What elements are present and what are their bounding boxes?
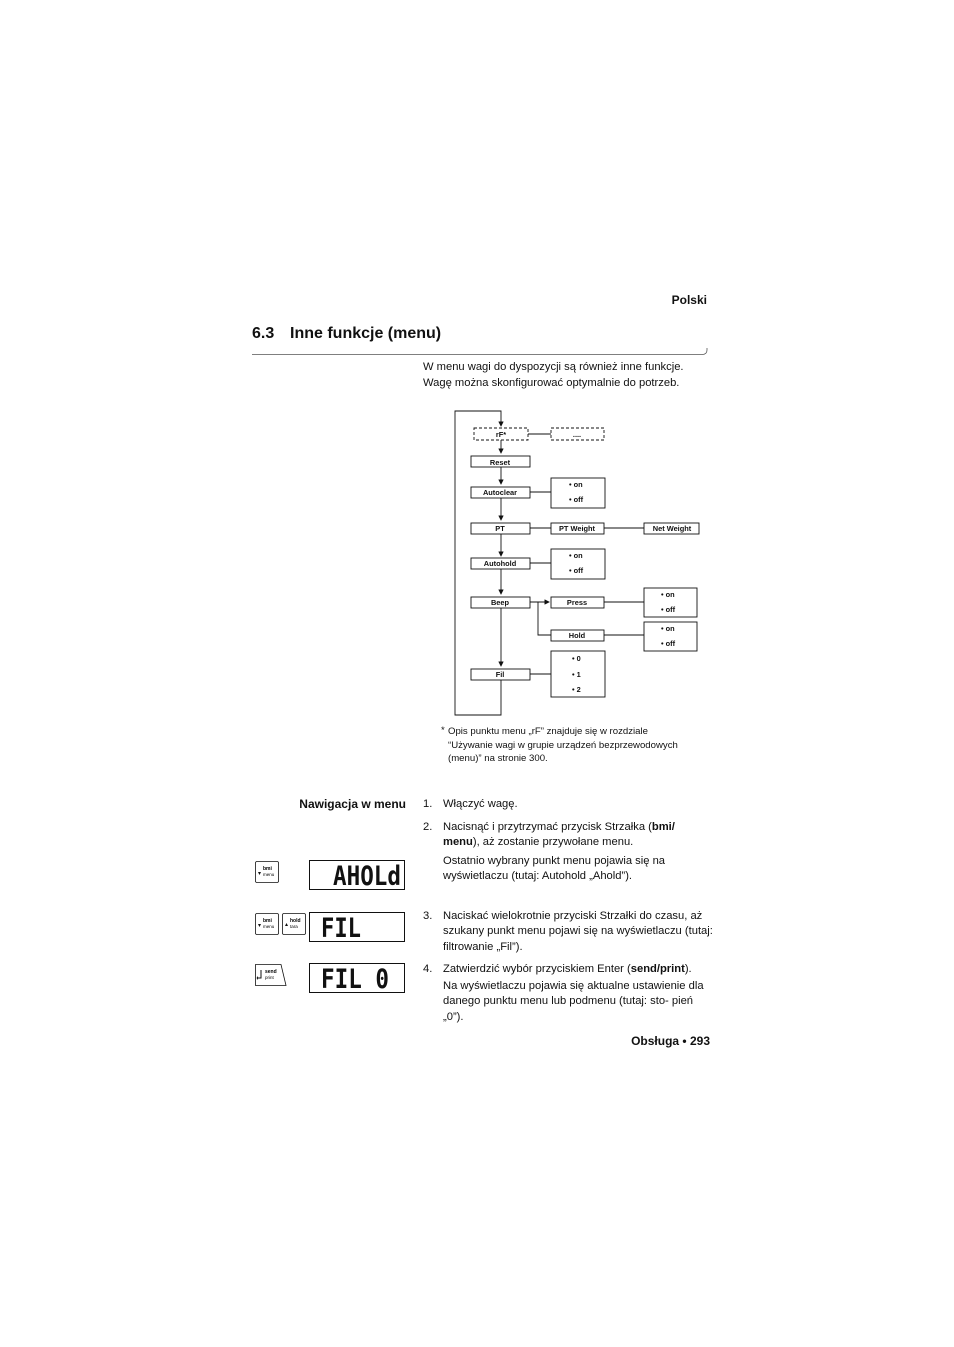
step-text: Naciskać wielokrotnie przyciski Strzałki do czasu, aż szukany punkt menu pojawi się na wyświetlaczu (tutaj: filtrowanie „Fil”). [443, 909, 713, 953]
key-bottom-label: print [265, 975, 274, 980]
step-number: 1. [423, 798, 433, 810]
hold-on-label: • on [661, 624, 675, 633]
step-1 [423, 797, 713, 813]
key-top-label: hold [290, 918, 301, 924]
step-2-note: Ostatnio wybrany punkt menu pojawia się na wyświetlaczu (tutaj: Autohold „Ahold”). [443, 854, 666, 882]
press-label: Press [566, 598, 588, 607]
step-number: 3. [423, 909, 433, 922]
autohold-label: Autohold [483, 559, 517, 568]
press-on-label: • on [661, 590, 675, 599]
reset-label: Reset [489, 458, 511, 467]
section-heading [252, 325, 441, 343]
display-text: AHOLd [333, 861, 401, 892]
step-number: 2. [423, 820, 433, 833]
hold-tara-key-icon [282, 913, 306, 935]
footnote-text: Opis punktu menu „rF” znajduje się w rozdziale “Używanie wagi w grupie urządzeń bezprzewodowych (menu)” na stronie 300. [448, 726, 678, 764]
net-weight-label: Net Weight [652, 524, 692, 533]
key-top-label: bmi [263, 866, 272, 872]
fil-0-label: • 0 [572, 654, 581, 663]
autoclear-label: Autoclear [482, 488, 518, 497]
key-bottom-label: tara [290, 924, 298, 929]
display-ahold [309, 860, 405, 890]
press-off-label: • off [661, 605, 676, 614]
page-footer: Obsługa • 293 [631, 1034, 710, 1048]
step-text: Włączyć wagę. [443, 798, 518, 810]
section-title: Inne funkcje (menu) [290, 325, 442, 342]
autohold-off-label: • off [569, 566, 584, 575]
display-fil-0 [309, 963, 405, 993]
pt-label: PT [495, 524, 505, 533]
step-text: ), aż zostanie przywołane menu. [472, 836, 634, 848]
menu-diagram [440, 408, 710, 720]
autohold-on-label: • on [569, 551, 583, 560]
autoclear-on-label: • on [569, 480, 583, 489]
step-4 [423, 962, 713, 978]
bmi-menu-key-icon [255, 861, 279, 883]
hold-off-label: • off [661, 639, 676, 648]
section-rule [252, 348, 707, 356]
footnote [441, 725, 686, 766]
display-fil [309, 912, 405, 942]
step-4-note: Na wyświetlaczu pojawia się aktualne ustawienie dla danego punktu menu lub podmenu (tutaj: sto- pień „0”). [443, 979, 704, 1023]
step-text: Zatwierdzić wybór przyciskiem Enter ( [443, 963, 631, 975]
navigation-steps [423, 797, 713, 1025]
navigation-heading: Nawigacja w menu [299, 797, 406, 811]
key-bottom-label: menu [263, 872, 275, 877]
key-top-label: send [265, 969, 277, 975]
beep-label: Beep [490, 598, 510, 607]
key-name-bmi-menu: bmi/ menu [443, 820, 675, 848]
fil-label: Fil [495, 670, 505, 679]
step-number: 4. [423, 963, 433, 975]
key-name-send-print: send/print [630, 963, 685, 975]
language-label: Polski [671, 293, 707, 307]
step-3 [423, 909, 713, 956]
pt-weight-label: PT Weight [559, 524, 595, 533]
rf-more-label: .... [572, 430, 582, 439]
step-text: Nacisnąć i przytrzymać przycisk Strzałka ( [443, 820, 652, 833]
fil-2-label: • 2 [572, 685, 581, 694]
step-2 [423, 820, 713, 851]
bmi-menu-key-icon [255, 913, 279, 935]
display-text: FIL [321, 913, 361, 944]
section-number: 6.3 [252, 325, 275, 342]
step-text: ). [684, 963, 692, 975]
intro-paragraph: W menu wagi do dyspozycji są również inne funkcje. Wagę można skonfigurować optymalnie do potrzeb. [423, 361, 684, 389]
rf-label: rF* [495, 430, 507, 439]
key-top-label: bmi [263, 918, 272, 924]
footnote-star: * [441, 725, 445, 736]
send-print-key-icon [255, 964, 287, 986]
hold-label: Hold [568, 631, 586, 640]
display-text: FIL 0 [321, 964, 389, 995]
fil-1-label: • 1 [572, 670, 581, 679]
key-bottom-label: menu [263, 924, 275, 929]
autoclear-off-label: • off [569, 495, 584, 504]
